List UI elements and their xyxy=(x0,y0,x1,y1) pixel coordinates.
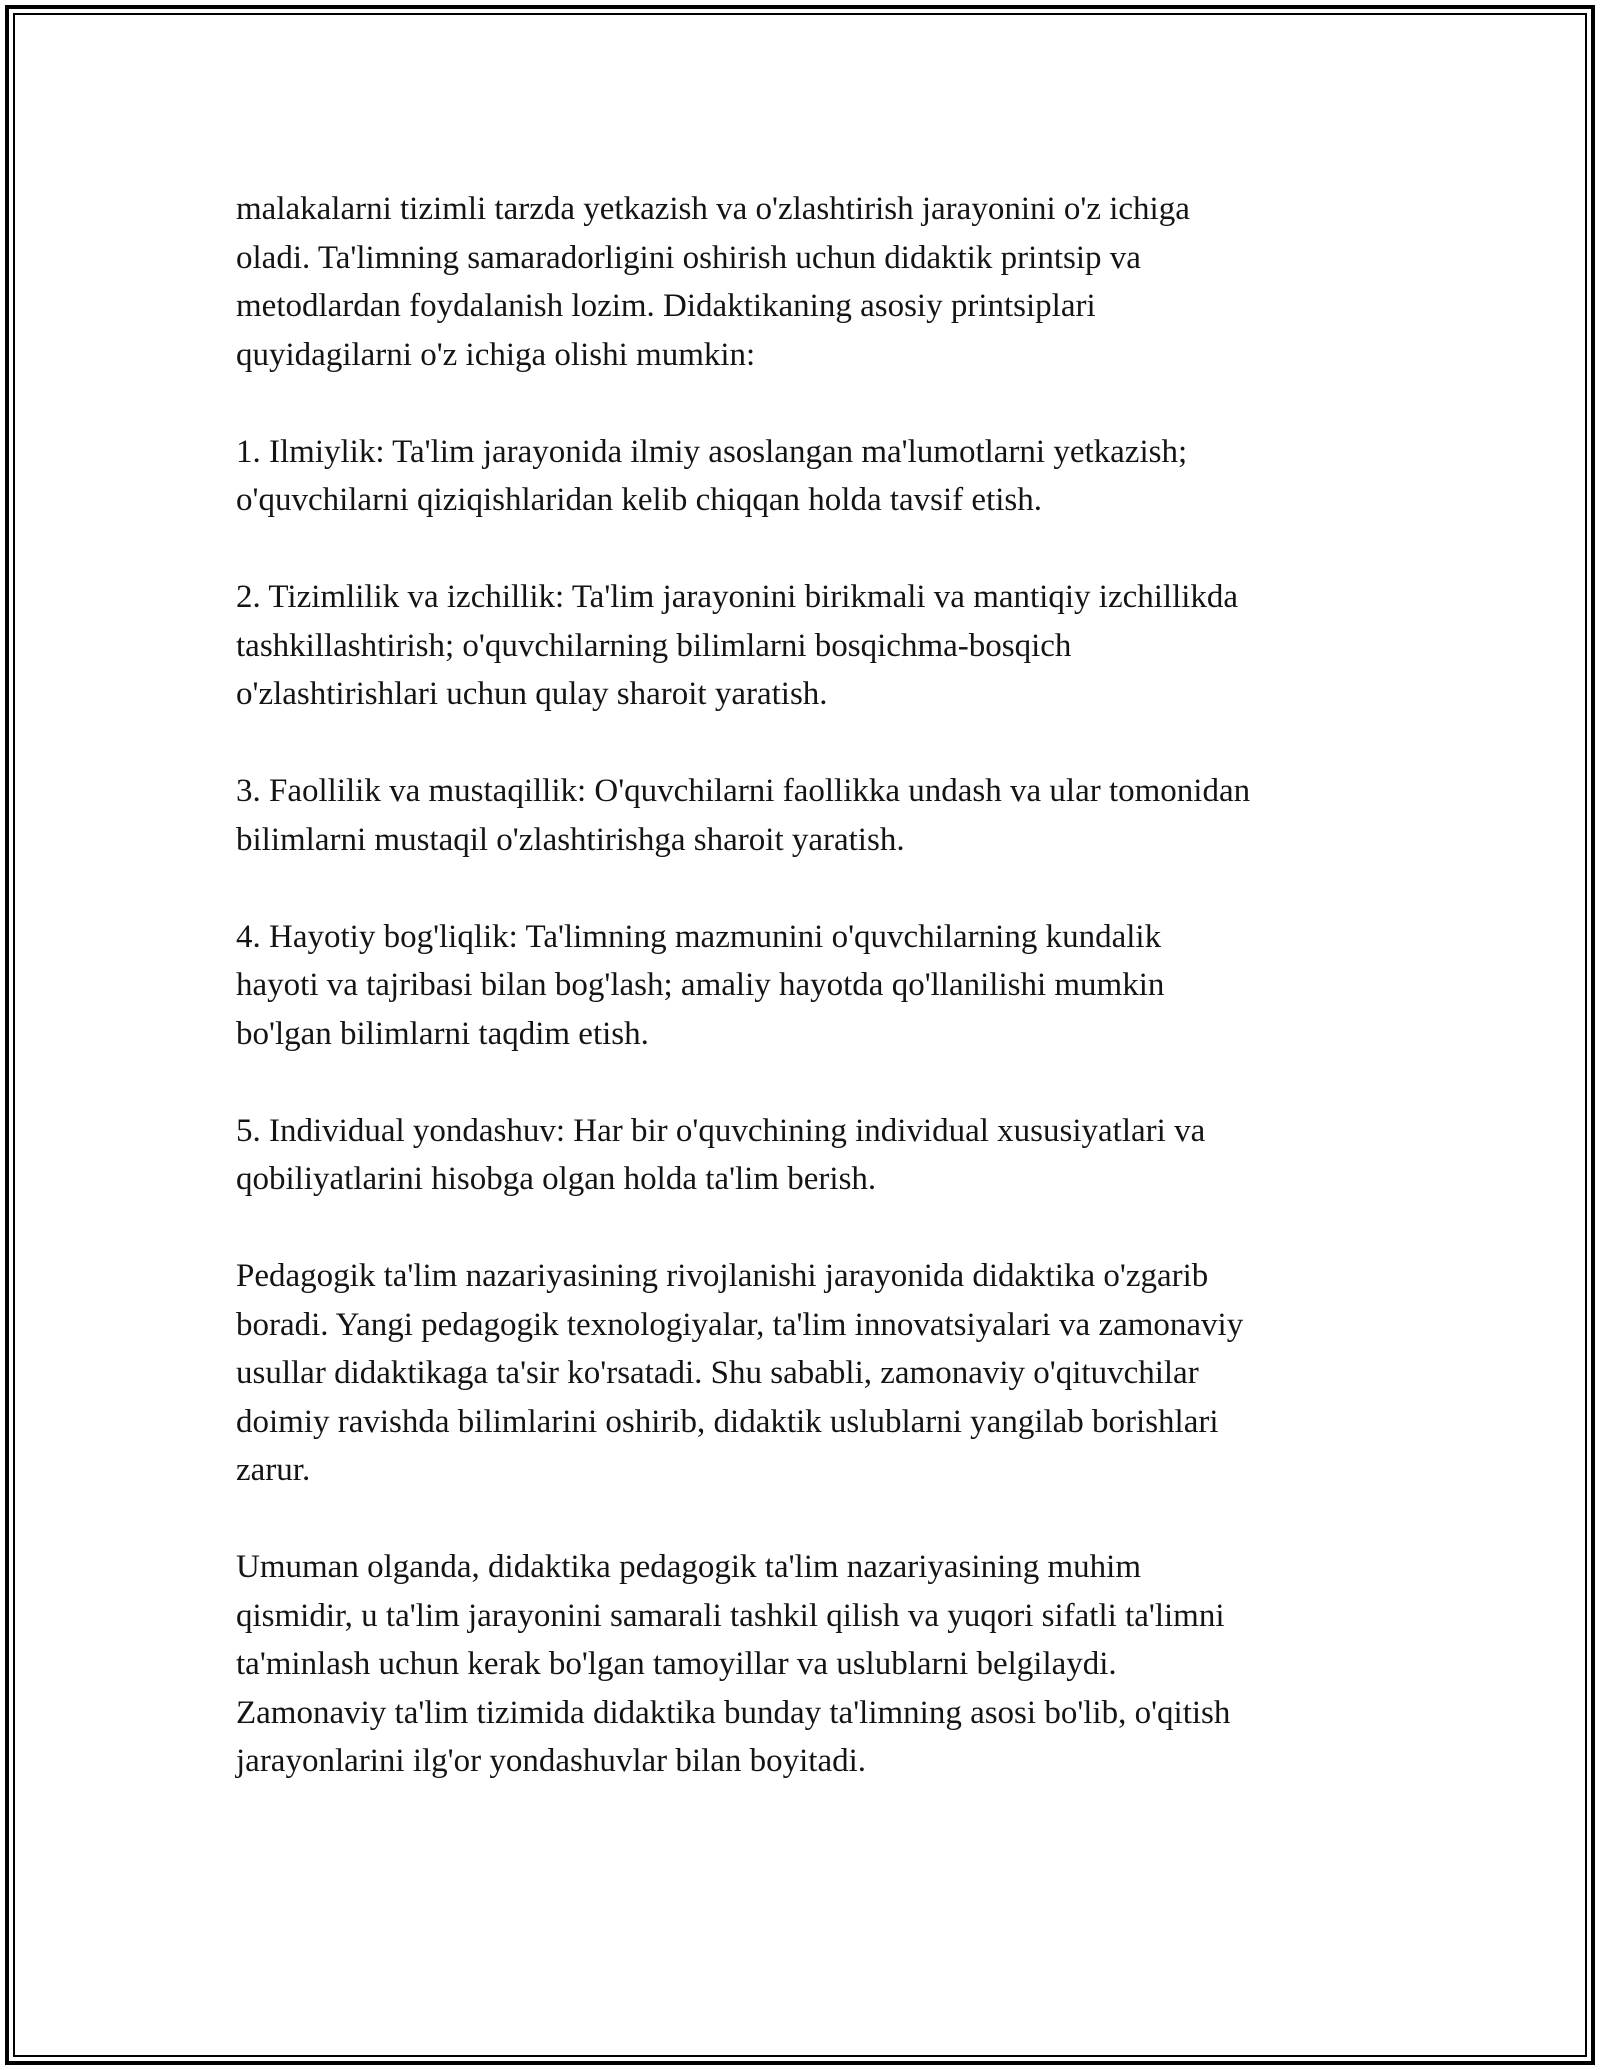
paragraph-intro: malakalarni tizimli tarzda yetkazish va o'zlashtirish jarayonini o'z ichiga oladi. Ta'limning samaradorligini oshirish uchun didaktik printsip va metodlardan foydalanish lozim. Didaktikaning asosiy printsiplari quyidagilarni o'z ichiga olishi mumkin: xyxy=(236,191,1190,373)
paragraph-conclusion: Umuman olganda, didaktika pedagogik ta'lim nazariyasining muhim qismidir, u ta'lim jarayonini samarali tashkil qilish va yuqori sifatli ta'limni ta'minlash uchun kerak bo'lgan tamoyillar va uslublarni belgilaydi. Zamonaviy ta'lim tizimida didaktika bunday ta'limning asosi bo'lib, o'qitish jarayonlarini ilg'or yondashuvlar bilan boyitadi. xyxy=(236,1549,1231,1779)
paragraph-principle-4: 4. Hayotiy bog'liqlik: Ta'limning mazmunini o'quvchilarning kundalik hayoti va tajribasi bilan bog'lash; amaliy hayotda qo'llanilishi mumkin bo'lgan bilimlarni taqdim etish. xyxy=(236,918,1165,1052)
paragraph-development: Pedagogik ta'lim nazariyasining rivojlanishi jarayonida didaktika o'zgarib boradi. Yangi pedagogik texnologiyalar, ta'lim innovatsiyalari va zamonaviy usullar didaktikaga ta'sir ko'rsatadi. Shu sababli, zamonaviy o'qituvchilar doimiy ravishda bilimlarini oshirib, didaktik uslublarni yangilab borishlari zarur. xyxy=(236,1258,1244,1488)
paragraph-principle-5: 5. Individual yondashuv: Har bir o'quvchining individual xususiyatlari va qobiliyatlarini hisobga olgan holda ta'lim berish. xyxy=(236,1112,1206,1197)
paragraph-principle-1: 1. Ilmiylik: Ta'lim jarayonida ilmiy asoslangan ma'lumotlarni yetkazish; o'quvchilarni qiziqishlaridan kelib chiqqan holda tavsif etish. xyxy=(236,433,1188,518)
paragraph-principle-2: 2. Tizimlilik va izchillik: Ta'lim jarayonini birikmali va mantiqiy izchillikda tashkillashtirish; o'quvchilarning bilimlarni bosqichma-bosqich o'zlashtirishlari uchun qulay sharoit yaratish. xyxy=(236,579,1239,712)
paragraph-principle-3: 3. Faollilik va mustaqillik: O'quvchilarni faollikka undash va ular tomonidan bilimlarni mustaqil o'zlashtirishga sharoit yaratish. xyxy=(236,773,1251,858)
document-body xyxy=(236,185,1376,1786)
